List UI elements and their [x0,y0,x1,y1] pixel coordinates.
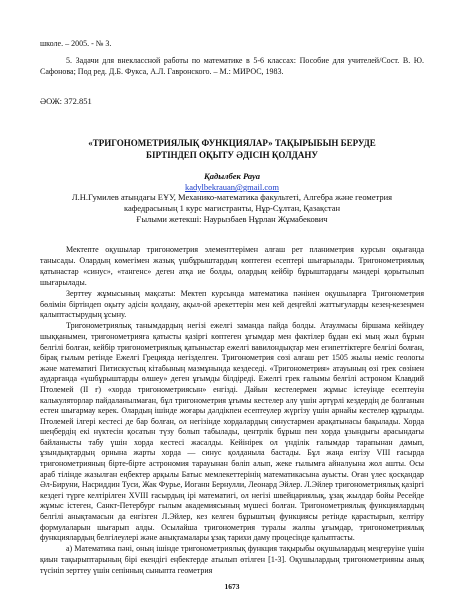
paragraph-list-a: а) Математика пәні, оның ішінде тригонометриялық функция тақырыбы оқушылардың меңгеруіне үшін қиын тақырыптарының бірі екендігі еңбектерде атылып өтілген [1-3]. Оқушылардың тригонометрияны анық түсініп зерттеу үшін сепінның сыныпта геометрия [40,543,424,575]
reference-line: школе. – 2005. - № 3. [40,39,112,48]
author-name: Қадылбек Рауа [204,171,260,181]
author-email-link[interactable]: kadylbekrauan@gmail.com [185,182,279,192]
page-number: 1673 [224,582,240,591]
title-line-2: БІРТІНДЕП ОҚЫТУ ӘДІСІН ҚОЛДАНУ [146,150,318,160]
article-body [40,245,424,577]
udk-code: ӘОЖ: 372.851 [40,96,92,106]
article-title [40,137,424,161]
scientific-advisor: Ғылыми жетекші: Наурызбаев Нұрлан Жұмабекович [136,214,328,224]
affiliation-line-2: кафедрасының 1 курс магистранты, Нұр-Сұлтан, Қазақстан [123,203,341,213]
title-line-1: «ТРИГОНОМЕТРИЯЛЫҚ ФУНКЦИЯЛАР» ТАҚЫРЫБЫН БЕРУДЕ [88,138,376,148]
paragraph-history: Тригонометриялық танымдардың негізі ежелгі заманда пайда болды. Атаулмасы біршама кейіндеу шыққанымен, тригонометрияға қатысты қазіргі көптеген ұғымдар мен фактілер бұдан екі мың жыл бұрын белгілі болған, кейбір тригонометриялық қатыныстар ежелгі вавилондықтар мен египеттіктерге белгілі болған, бірақ ғылым ретінде Ежелгі Грецияда негізделген. Тригонометрия сөзі алғаш рет 1505 жылы неміс геологы және математигі Питискустың кітабының мазмұнында кездеседі. «Тригонометрия» атауының өзі грек сөзінен аударғанда «үшбұрыштарды өлшеу» деген ұғымды білдіреді. Ежелгі грек ғалымы белгілі астроном Клавдий Птолемей (II ғ) «хорда тригонометриясын» енгізді. Дайын кестелермен жұмыс істеуінде есептеуін калькуляторлар пайдаланылмаған, бұл тригонометрия ұғымы кестелер алу үшін әртүрлі кездердің де болғанын естен шығармау керек. Олардың ішінде жоғары дәлдікпен есептеулер жүргізу үшін арнайы кестелер құрылды. Птолемей ілгері кестесі де бар болған, ол негізінде хордалардың синустармен арақатынасы бақылады. Хорда шеңбердің екі нүктесін қосатын түзу болып табылады, центрлік бұрыш пен хорда ұзындығы арасындағы байланысты табу үшін хорда кестесі жасалды. Кейінірек ол үнділік ғалымдар тарапынан дамып, ұзындықтардың орнына жарты хорда — синус қолданыла бастады. Бұл жаңа енгізу VIII ғасырда тригонометрияның бірте-бірте астрономия тарауынан бөліп алып, жеке ғылымға айналуына жол ашты. Осы араб тілінде жазылған еңбектер арқылы Батыс мемлекеттерінің математикасына ауысты. Оған үлес қосқандар Әл-Бируни, Насриддин Туси, Жак Фурье, Иоганн Бернулли, Леонард Эйлер. Л.Эйлер тригонометриялық қазіргі кездегі түрге келтірілген XVIII ғасырдың ірі математигі, ол негізі швейцариялық, ұзақ жылдар бойы Ресейде жұмыс істеген, Санкт-Петербург ғылым академиясының мүшесі болған. Тригонометриялық функциялардың белгілі анықтамасын да енгізген Л.Эйлер, кез келген бұрыштың функциясы ретінде қарастырып, келтіру формулаларын шығарып алды. Осылайша тригонометрия туралы жалпы ұғымдар, тригонометриялық функциялардың белгілеулері және анықтамалары ұзақ тарихи даму процесінде қалыптасты. [40,321,424,543]
affiliation-line-1: Л.Н.Гумилев атындағы ЕҰУ, Механико-математика факультеті, Алгебра және геометрия [71,192,393,202]
reference-item-5: 5. Задачи для внеклассной работы по математике в 5-6 классах: Пособие для учителей/Сост. В. Ю. Сафонова; Под ред. Д.Б. Фукса, А.Л. Гавронского. – М.: МИРОС, 1983. [40,56,424,76]
author-affiliation [40,192,424,225]
paragraph-goal: Зерттеу жұмысының мақсаты: Мектеп курсында математика пәнінен оқушыларға Тригонометрия бөлімін біртіндеп оқыту әдісін қолдану, ақыл-ой әрекеттерін мен кей деңгейлі жаттығуларды кезең-кезеңмен қалыптастырудың ұсыну. [40,288,424,320]
paragraph-intro: Мектепте оқушылар тригонометрия элементтерімен алғаш рет планиметрия курсын оқығанда танысады. Олардың көмегімен жазық үшбұрыштардың көптеген есептері шығарылады. Тригонометриялық қатынастар «синус», «тангенс» деген атқа ие болды, олардың кейбір бұрыштардағы мәндері қорытылып шығарылады. [40,245,424,287]
